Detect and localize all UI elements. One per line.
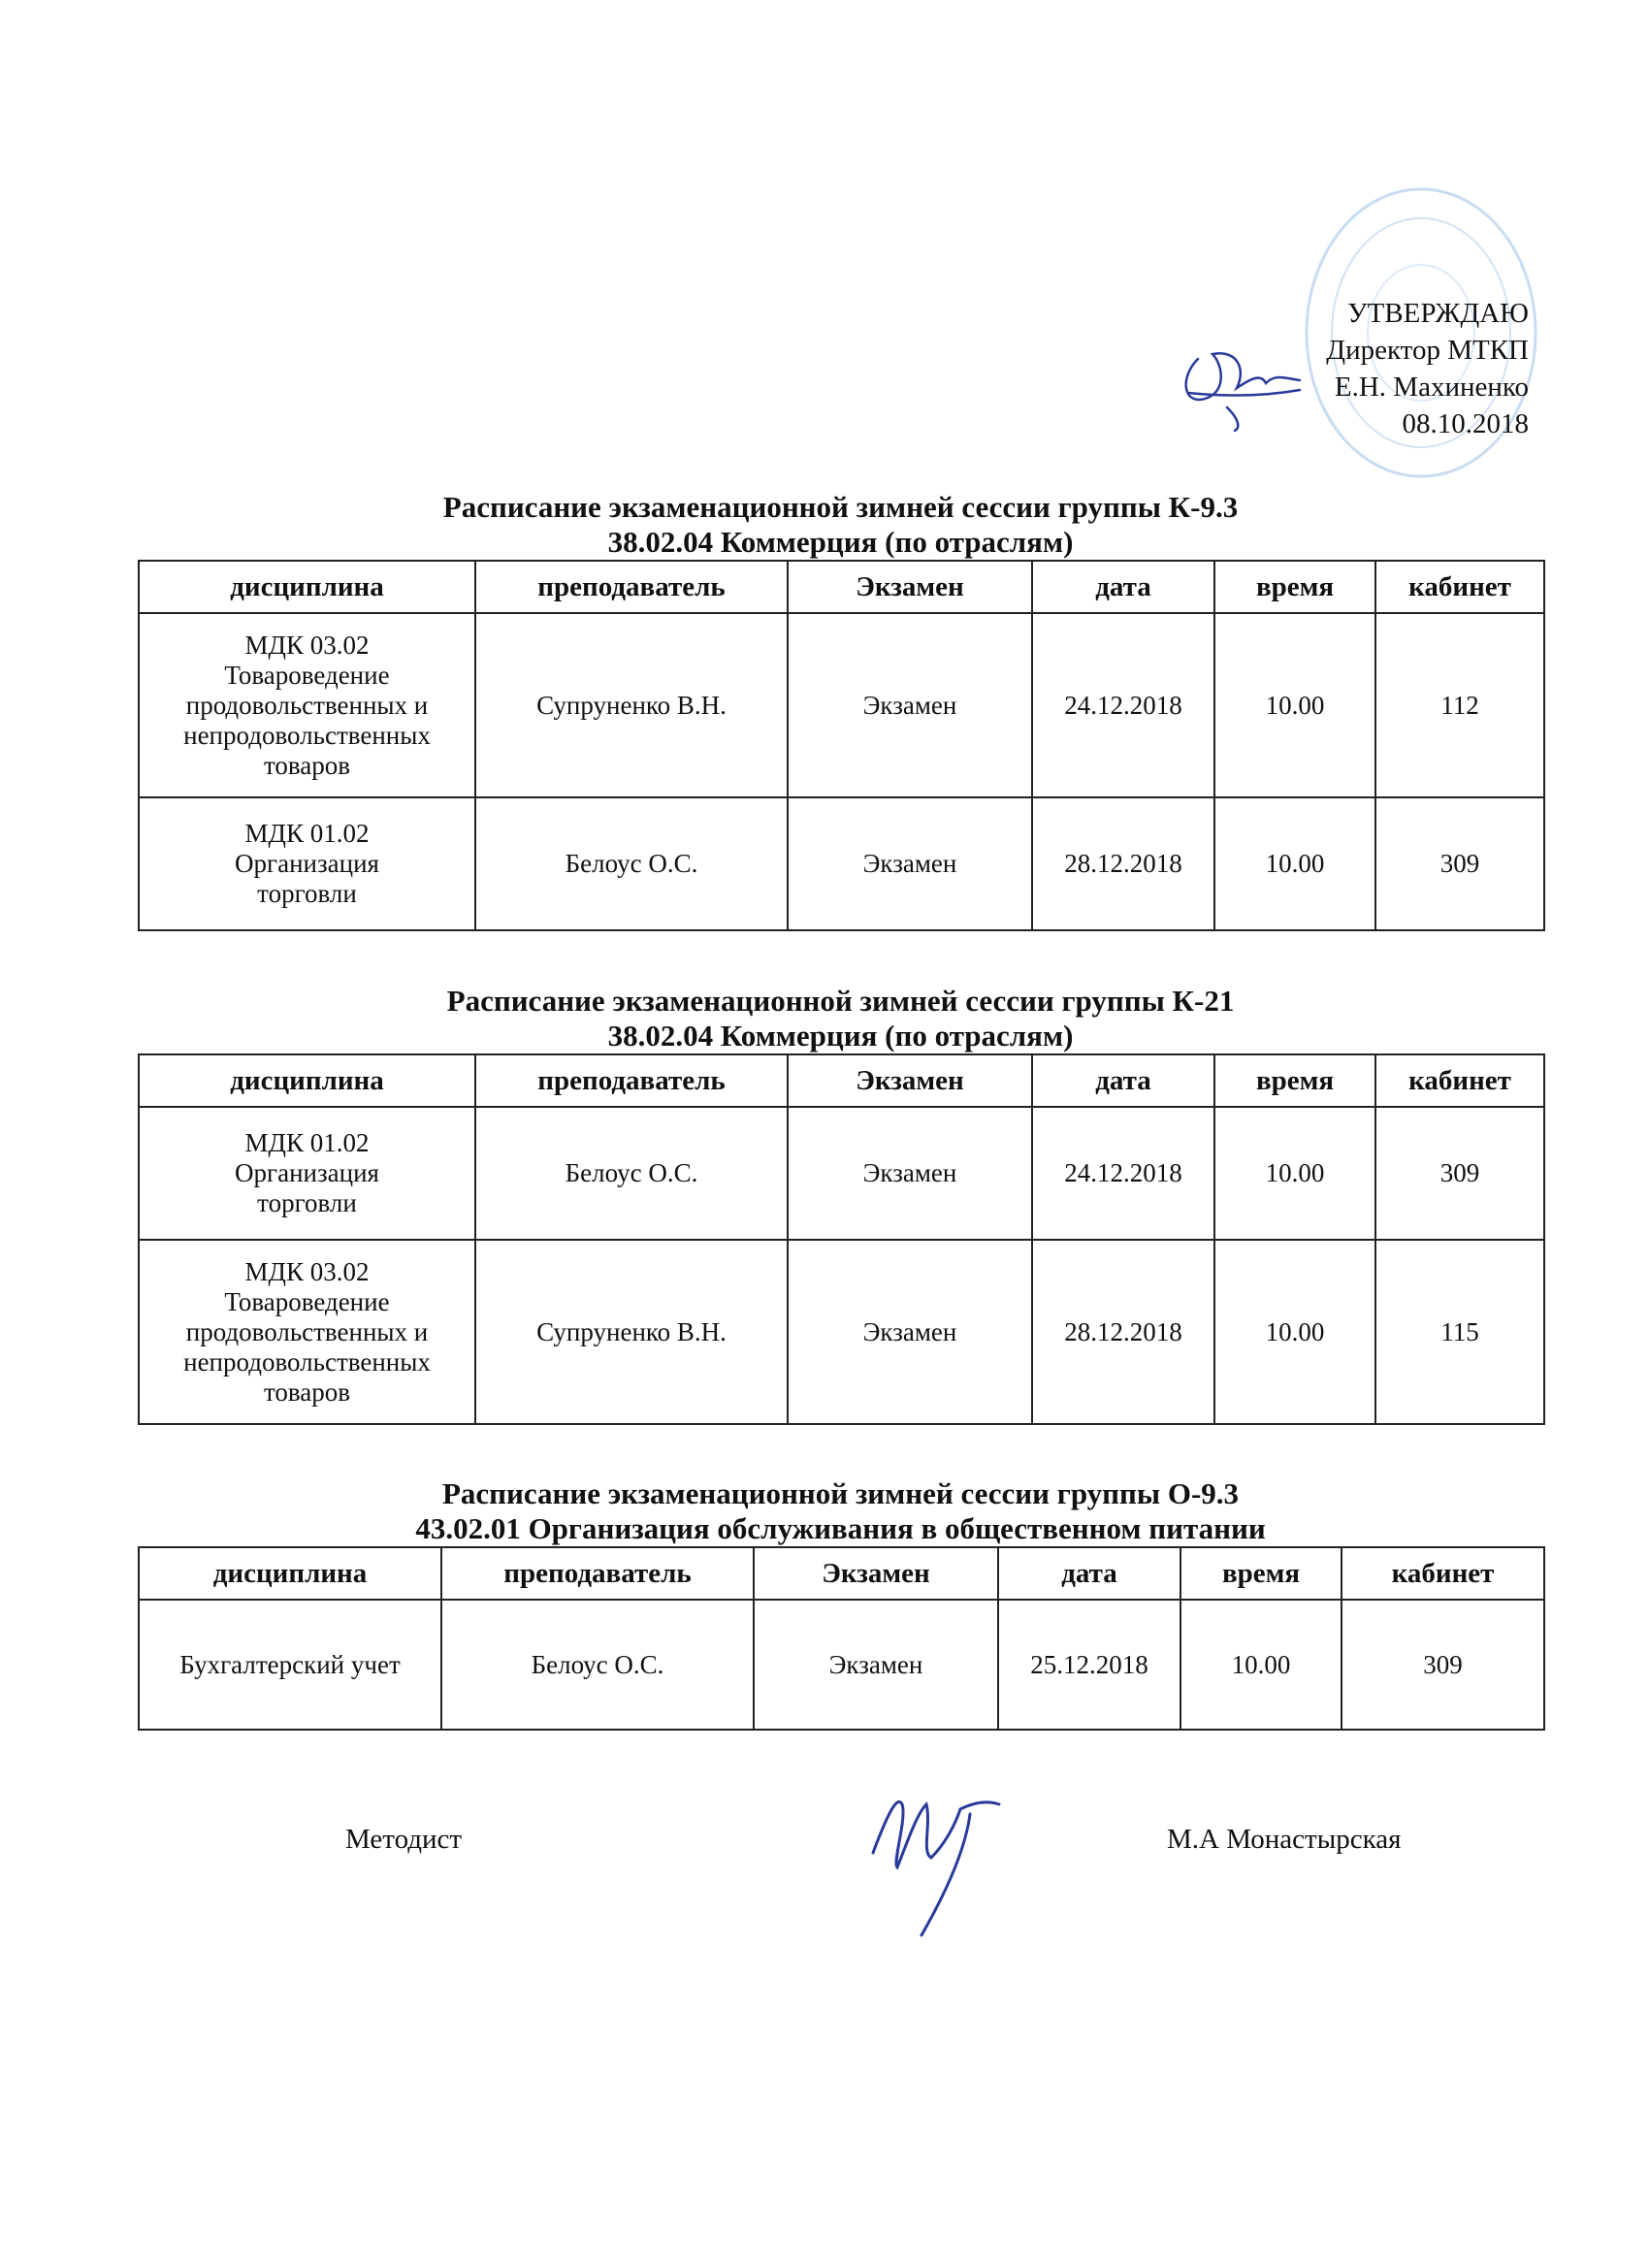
time-cell: 10.00	[1180, 1600, 1342, 1730]
teacher-cell: Белоус О.С.	[475, 797, 788, 930]
col-header: Экзамен	[754, 1547, 998, 1600]
table-row	[139, 1600, 1544, 1730]
time-cell: 10.00	[1214, 1240, 1375, 1424]
table-header-row	[139, 1547, 1544, 1600]
date-cell: 28.12.2018	[1032, 797, 1214, 930]
col-header: время	[1214, 1054, 1375, 1107]
time-cell: 10.00	[1214, 613, 1375, 797]
teacher-cell: Белоус О.С.	[475, 1107, 788, 1240]
discipline-cell: МДК 01.02 Организация торговли	[139, 1107, 475, 1240]
col-header: дата	[1032, 561, 1214, 613]
table-header-row	[139, 561, 1544, 613]
exam-type-cell: Экзамен	[788, 1107, 1032, 1240]
time-cell: 10.00	[1214, 1107, 1375, 1240]
room-cell: 309	[1375, 1107, 1544, 1240]
exam-type-cell: Экзамен	[788, 797, 1032, 930]
exam-type-cell: Экзамен	[788, 1240, 1032, 1424]
schedule-table	[138, 1546, 1545, 1731]
methodist-position: Методист	[345, 1824, 463, 1855]
col-header: время	[1180, 1547, 1342, 1600]
methodist-name: М.А Монастырская	[1167, 1824, 1402, 1855]
methodist-signature-icon	[863, 1775, 1009, 1940]
exam-type-cell: Экзамен	[788, 613, 1032, 797]
room-cell: 309	[1375, 797, 1544, 930]
section-title: Расписание экзаменационной зимней сессии группы К-21	[446, 984, 1235, 1018]
room-cell: 112	[1375, 613, 1544, 797]
table-row	[139, 613, 1544, 797]
section-title: Расписание экзаменационной зимней сессии группы К-9.3	[442, 490, 1239, 524]
col-header: кабинет	[1375, 561, 1544, 613]
col-header: преподаватель	[441, 1547, 754, 1600]
col-header: дисциплина	[139, 1054, 475, 1107]
col-header: кабинет	[1342, 1547, 1544, 1600]
discipline-cell: МДК 01.02 Организация торговли	[139, 797, 475, 930]
col-header: дисциплина	[139, 1547, 441, 1600]
section-subtitle: 38.02.04 Коммерция (по отраслям)	[607, 1019, 1074, 1053]
date-cell: 24.12.2018	[1032, 613, 1214, 797]
schedule-table	[138, 1053, 1545, 1425]
room-cell: 115	[1375, 1240, 1544, 1424]
section-subtitle: 43.02.01 Организация обслуживания в общественном питании	[415, 1511, 1266, 1545]
exam-type-cell: Экзамен	[754, 1600, 998, 1730]
discipline-cell: Бухгалтерский учет	[139, 1600, 441, 1730]
col-header: преподаватель	[475, 1054, 788, 1107]
date-cell: 28.12.2018	[1032, 1240, 1214, 1424]
col-header: дата	[1032, 1054, 1214, 1107]
col-header: кабинет	[1375, 1054, 1544, 1107]
approval-position: Директор МТКП	[1326, 335, 1529, 366]
col-header: Экзамен	[788, 561, 1032, 613]
schedule-section-k93	[138, 490, 1543, 931]
date-cell: 24.12.2018	[1032, 1107, 1214, 1240]
date-cell: 25.12.2018	[998, 1600, 1180, 1730]
schedule-section-o93	[138, 1476, 1543, 1731]
schedule-table	[138, 560, 1545, 931]
discipline-cell: МДК 03.02 Товароведение продовольственных и непродовольственных товаров	[139, 1240, 475, 1424]
col-header: Экзамен	[788, 1054, 1032, 1107]
table-header-row	[139, 1054, 1544, 1107]
time-cell: 10.00	[1214, 797, 1375, 930]
approval-date: 08.10.2018	[1402, 408, 1529, 439]
section-subtitle: 38.02.04 Коммерция (по отраслям)	[607, 525, 1074, 559]
section-title: Расписание экзаменационной зимней сессии группы О-9.3	[441, 1476, 1240, 1510]
schedule-section-k21	[138, 984, 1543, 1425]
approval-heading: УТВЕРЖДАЮ	[1347, 298, 1529, 329]
table-row	[139, 797, 1544, 930]
approval-name: Е.Н. Махиненко	[1334, 372, 1529, 403]
teacher-cell: Белоус О.С.	[441, 1600, 754, 1730]
room-cell: 309	[1342, 1600, 1544, 1730]
table-row	[139, 1240, 1544, 1424]
teacher-cell: Супруненко В.Н.	[475, 613, 788, 797]
col-header: время	[1214, 561, 1375, 613]
director-signature-icon	[1169, 320, 1305, 432]
teacher-cell: Супруненко В.Н.	[475, 1240, 788, 1424]
table-row	[139, 1107, 1544, 1240]
approval-block	[1326, 295, 1529, 442]
discipline-cell: МДК 03.02 Товароведение продовольственных и непродовольственных товаров	[139, 613, 475, 797]
col-header: преподаватель	[475, 561, 788, 613]
col-header: дисциплина	[139, 561, 475, 613]
col-header: дата	[998, 1547, 1180, 1600]
